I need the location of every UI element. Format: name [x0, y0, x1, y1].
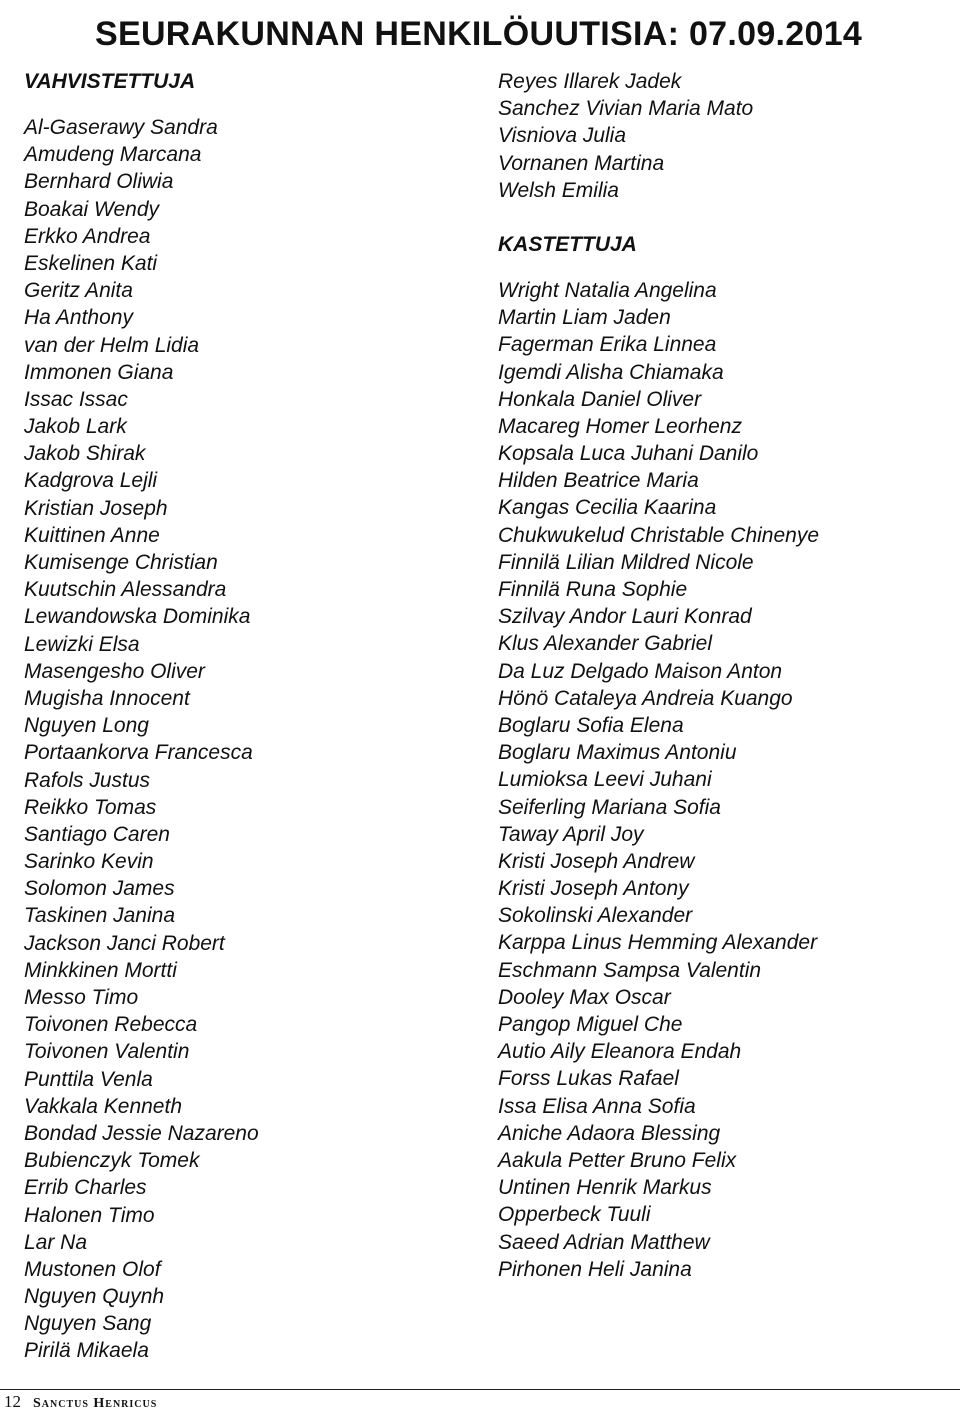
list-item: Amudeng Marcana [24, 143, 202, 167]
list-item: Aakula Petter Bruno Felix [498, 1148, 737, 1172]
list-item: Forss Lukas Rafael [498, 1067, 679, 1091]
confirmed-name-list-continued [498, 68, 938, 204]
list-item: Minkkinen Mortti [24, 958, 177, 982]
spacer [498, 204, 938, 231]
list-item: Macareg Homer Leorhenz [498, 414, 742, 438]
list-item: Sarinko Kevin [24, 850, 154, 874]
list-item: Toivonen Valentin [24, 1040, 190, 1064]
list-item: Lumioksa Leevi Juhani [498, 768, 712, 792]
footer-divider [0, 1389, 960, 1390]
list-item: Bernhard Oliwia [24, 170, 174, 194]
list-item: Geritz Anita [24, 279, 133, 303]
list-item: Igemdi Alisha Chiamaka [498, 360, 724, 384]
list-item: Hönö Cataleya Andreia Kuango [498, 686, 793, 710]
list-item: Bubienczyk Tomek [24, 1149, 200, 1173]
list-item: Klus Alexander Gabriel [498, 632, 712, 656]
list-item: Jackson Janci Robert [24, 931, 225, 955]
list-item: Boglaru Maximus Antoniu [498, 741, 737, 765]
list-item: Lar Na [24, 1230, 88, 1254]
list-item: Issac Issac [24, 387, 128, 411]
list-item: Toivonen Rebecca [24, 1013, 198, 1037]
list-item: Nguyen Quynh [24, 1285, 165, 1309]
list-item: Jakob Shirak [24, 442, 146, 466]
list-item: Vornanen Martina [498, 151, 665, 175]
list-item: Issa Elisa Anna Sofia [498, 1094, 696, 1118]
list-item: Eschmann Sampsa Valentin [498, 958, 762, 982]
list-item: Wright Natalia Angelina [498, 278, 717, 302]
list-item: Errib Charles [24, 1176, 147, 1200]
list-item: Punttila Venla [24, 1067, 153, 1091]
list-item: Kadgrova Lejli [24, 469, 158, 493]
list-item: Martin Liam Jaden [498, 306, 671, 330]
list-item: Kuittinen Anne [24, 523, 160, 547]
list-item: Sanchez Vivian Maria Mato [498, 97, 754, 121]
list-item: Kopsala Luca Juhani Danilo [498, 442, 759, 466]
right-column [498, 68, 938, 1283]
list-item: Honkala Daniel Oliver [498, 387, 702, 411]
list-item: Da Luz Delgado Maison Anton [498, 659, 783, 683]
list-item: Pirilä Mikaela [24, 1339, 149, 1363]
list-item: Kuutschin Alessandra [24, 578, 227, 602]
list-item: Masengesho Oliver [24, 659, 205, 683]
list-item: Nguyen Sang [24, 1312, 152, 1336]
spacer [498, 258, 938, 277]
list-item: Portaankorva Francesca [24, 741, 253, 765]
list-item: Pangop Miguel Che [498, 1013, 683, 1036]
list-item: Welsh Emilia [498, 178, 619, 202]
list-item: Vakkala Kenneth [24, 1094, 183, 1118]
list-item: Szilvay Andor Lauri Konrad [498, 605, 752, 629]
publication-name: Sanctus Henricus [33, 1396, 158, 1411]
list-item: Lewandowska Dominika [24, 605, 251, 629]
list-item: Nguyen Long [24, 714, 149, 738]
list-item: Autio Aily Eleanora Endah [498, 1040, 742, 1064]
list-item: Boakai Wendy [24, 197, 160, 221]
list-item: Ha Anthony [24, 306, 133, 330]
list-item: Chukwukelud Christable Chinenye [498, 523, 820, 547]
list-item: Reyes Illarek Jadek [498, 70, 682, 93]
list-item: Rafols Justus [24, 768, 151, 792]
list-item: Aniche Adaora Blessing [498, 1121, 721, 1145]
list-item: Solomon James [24, 877, 175, 901]
list-item: Karppa Linus Hemming Alexander [498, 931, 818, 955]
page-footer [4, 1392, 157, 1412]
list-item: Jakob Lark [24, 415, 127, 439]
baptized-heading: KASTETTUJA [498, 232, 637, 256]
list-item: Sokolinski Alexander [498, 904, 693, 928]
list-item: Dooley Max Oscar [498, 985, 671, 1009]
confirmed-name-list [24, 114, 464, 1365]
list-item: Mustonen Olof [24, 1257, 161, 1281]
list-item: Kristi Joseph Antony [498, 877, 689, 901]
baptized-name-list [498, 277, 938, 1283]
list-item: Fagerman Erika Linnea [498, 333, 717, 357]
list-item: Untinen Henrik Markus [498, 1176, 712, 1200]
list-item: Kumisenge Christian [24, 551, 218, 574]
confirmed-heading: VAHVISTETTUJA [24, 70, 196, 93]
list-item: Halonen Timo [24, 1203, 155, 1227]
list-item: Seiferling Mariana Sofia [498, 795, 721, 819]
list-item: Santiago Caren [24, 822, 170, 846]
list-item: Kristian Joseph [24, 496, 168, 520]
page-title: SEURAKUNNAN HENKILÖUUTISIA: 07.09.2014 [95, 15, 863, 53]
list-item: Erkko Andrea [24, 224, 151, 248]
list-item: Taway April Joy [498, 822, 644, 846]
list-item: Finnilä Runa Sophie [498, 578, 688, 601]
list-item: van der Helm Lidia [24, 333, 200, 357]
list-item: Al-Gaserawy Sandra [24, 116, 218, 139]
list-item: Kristi Joseph Andrew [498, 849, 695, 873]
list-item: Pirhonen Heli Janina [498, 1257, 692, 1281]
list-item: Eskelinen Kati [24, 251, 158, 275]
list-item: Saeed Adrian Matthew [498, 1230, 710, 1254]
list-item: Opperbeck Tuuli [498, 1203, 651, 1227]
list-item: Lewizki Elsa [24, 632, 140, 656]
list-item: Messo Timo [24, 986, 139, 1009]
list-item: Visniova Julia [498, 124, 627, 148]
list-item: Taskinen Janina [24, 904, 175, 928]
left-column [24, 68, 464, 1365]
spacer [24, 95, 464, 114]
list-item: Mugisha Innocent [24, 686, 190, 710]
list-item: Bondad Jessie Nazareno [24, 1121, 259, 1145]
list-item: Kangas Cecilia Kaarina [498, 496, 717, 520]
list-item: Immonen Giana [24, 360, 174, 384]
page-number: 12 [4, 1392, 21, 1411]
list-item: Reikko Tomas [24, 795, 157, 819]
list-item: Finnilä Lilian Mildred Nicole [498, 550, 754, 574]
list-item: Boglaru Sofia Elena [498, 713, 684, 737]
list-item: Hilden Beatrice Maria [498, 469, 699, 493]
